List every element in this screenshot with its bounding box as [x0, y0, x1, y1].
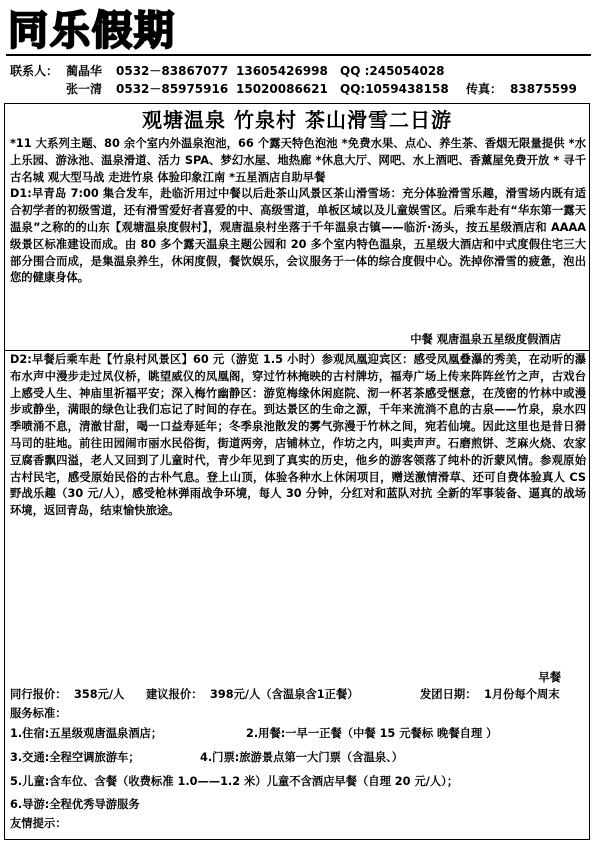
peer-price: 358元/人 [74, 688, 125, 701]
section-divider [5, 350, 589, 351]
depart-label: 发团日期： [420, 688, 477, 701]
itinerary-sheet [4, 103, 590, 840]
suggested-price-label: 建议报价： [146, 688, 203, 701]
contact-name-1: 蔺晶华 [66, 64, 103, 78]
brand-name: 同乐假期 [8, 8, 176, 54]
contact-name-2: 张一清 [66, 82, 103, 96]
day1-section [10, 136, 586, 333]
brand-logo-svg [6, 2, 306, 54]
contact-mobile-2: 15020086621 [236, 82, 328, 96]
day1-meals: 中餐 观唐温泉五星级度假酒店 [410, 333, 561, 346]
service-guide: 6.导游:全程优秀导游服务 [10, 798, 140, 811]
highlights-text: *11 大系列主题、80 余个室内外温泉泡池，66 个露天特色泡池 *免费水果、点心、养生茶、香烟无限量提供 *水上乐园、游泳池、温泉滑道、活力 SPA、梦幻水屋、地热廊 *休息大厅、网吧、水上酒吧、香薰屋免费开放 * 寻千古名城 观大型马战 走进竹泉 体验印象江南 *五星酒店自助早餐 [10, 137, 586, 184]
tips-heading: 友情提示： [10, 817, 67, 830]
service-transport: 3.交通:全程空调旅游车； [10, 751, 140, 764]
header-rule [6, 54, 591, 56]
contact-mobile-1: 13605426998 [236, 64, 328, 78]
contact-phone-2: 0532－85975916 [116, 82, 229, 96]
contact-row-1 [10, 62, 590, 80]
contact-block [10, 62, 590, 98]
depart-date: 1月份每个周末 [484, 688, 560, 701]
service-children: 5.儿童:含车位、含餐（收费标准 1.0——1.2 米）儿童不含酒店早餐（自理 20 元/人）； [10, 775, 459, 788]
contact-qq-1: QQ :245054028 [340, 64, 445, 78]
day2-text: D2:早餐后乘车赴【竹泉村风景区】60 元（游览 1.5 小时）参观凤凰迎宾区：感受凤凰叠瀑的秀美，在动听的瀑布水声中漫步走过凤仪桥，眺望威仪的凤凰阁，穿过竹林掩映的古村牌坊，福寿广场上传来阵阵丝竹之声，古戏台上感受人生、神庙里祈福平安；深入梅竹幽静区：游览梅缘休闲庭院、沏一杯茗茶感受惬意，在茂密的竹林中或漫步或静坐，满眼的绿色让我们忘记了时间的存在。到达景区的生命之源，千年来流淌不息的古泉——竹泉，泉水四季喷涌不息，清澈甘甜，喝一口益寿延年；冬季泉池散发的雾气弥漫于竹林之间，宛若仙境。因此这里也是昔日猾马司的驻地。前往田园闹市丽水民俗街，街道两旁，店铺林立，作坊之内，叫卖声声。石磨煎饼、芝麻火烧、农家豆腐香飘四溢，老人又回到了儿童时代，青少年见到了真实的历史，他乡的游客领落了纯朴的沂蒙风情。参观原始古村民宅，感受原始民俗的古朴气息。登上山顶，体验各种水上休闲项目，赠送激情滑草、还可自费体验真人 CS 野战乐趣（30 元/人），感受枪林弹雨战争环境，每人 30 分钟，分红对和蓝队对抗 全新的军事装备、逼真的战场环境，返回青岛，结束愉快旅途。 [10, 353, 586, 518]
services-heading: 服务标准： [10, 707, 67, 720]
fax-number: 83875599 [510, 82, 577, 96]
contact-phone-1: 0532－83867077 [116, 64, 229, 78]
service-meals: 2.用餐:一早一正餐（中餐 15 元餐标 晚餐自理 ） [246, 727, 498, 740]
day2-section [10, 352, 586, 682]
service-lodging: 1.住宿:五星级观唐温泉酒店； [10, 727, 163, 740]
day1-text: D1:早青岛 7:00 集合发车，赴临沂用过中餐以后赴茶山风景区茶山滑雪场：充分体验滑雪乐趣，滑雪场内既有适合初学者的初级雪道，还有滑雪爱好者喜爱的中、高级雪道，单板区域以及儿童娱雪区。后乘车赴有“华东第一露天温泉”之称的的山东【观塘温泉度假村】，观唐温泉村坐落于千年温泉古镇——临沂·汤头，按五星级酒店和 AAAA 级景区标准建设而成。由 80 多个露天温泉主题公园和 20 多个室内特色温泉，五星级大酒店和中式度假住宅三大部分围合而成，是集温泉养生，休闲度假，餐饮娱乐，会议服务于一体的综合度假中心。洗掉你滑雪的疲惫，泡出您的健康身体。 [10, 187, 586, 285]
day2-meals: 早餐 [538, 671, 561, 684]
fax-label: 传真： [466, 82, 503, 96]
trip-title: 观塘温泉 竹泉村 茶山滑雪二日游 [142, 108, 452, 132]
service-tickets: 4.门票:旅游景点第一大门票（含温泉、） [200, 751, 404, 764]
contact-qq-2: QQ:1059438158 [340, 82, 449, 96]
peer-price-label: 同行报价： [10, 688, 67, 701]
suggested-price: 398元/人（含温泉含1正餐） [210, 688, 359, 701]
brand-logo [6, 2, 306, 54]
contact-label: 联系人： [10, 64, 59, 78]
contact-row-2 [10, 80, 590, 98]
